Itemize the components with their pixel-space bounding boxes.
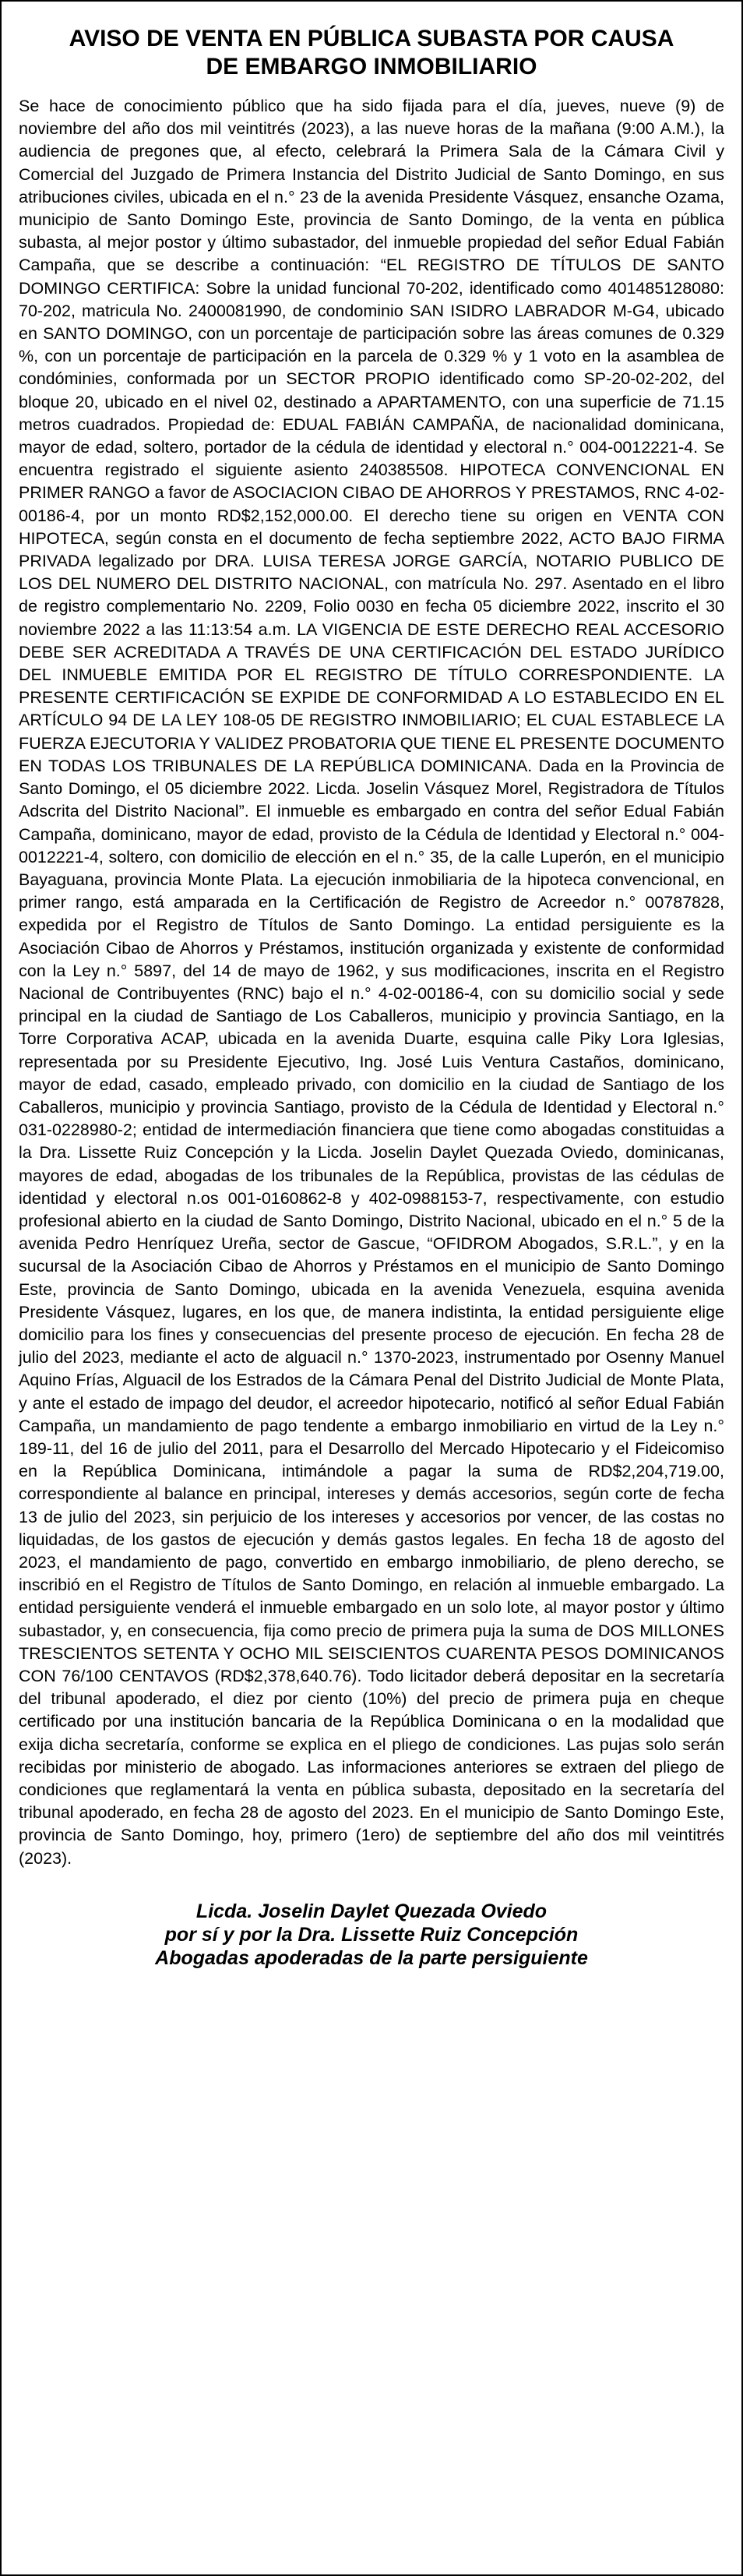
notice-body: Se hace de conocimiento público que ha sido fijada para el día, jueves, nueve (9) de noviembre del año dos mil veintitrés (2023), a las nueve horas de la mañana (9:00 A.M.), la audiencia de pregones que, al efecto, celebrará la Primera Sala de la Cámara Civil y Comercial del Juzgado de Primera Instancia del Distrito Judicial de Santo Domingo, en sus atribuciones civiles, ubicada en el n.° 23 de la avenida Presidente Vásquez, ensanche Ozama, municipio de Santo Domingo Este, provincia de Santo Domingo, de la venta en pública subasta, al mejor postor y último subastador, del inmueble propiedad del señor Edual Fabián Campaña, que se describe a continuación: “EL REGISTRO DE TÍTULOS DE SANTO DOMINGO CERTIFICA: Sobre la unidad funcional 70-202, identificado como 401485128080: 70-202, matricula No. 2400081990, de condominio SAN ISIDRO LABRADOR M-G4, ubicado en SANTO DOMINGO, con un porcentaje de participación sobre las áreas comunes de 0.329 %, con un porcentaje de participación en la parcela de 0.329 % y 1 voto en la asamblea de condóminies, conformada por un SECTOR PROPIO identificado como SP-20-02-202, del bloque 20, ubicado en el nivel 02, destinado a APARTAMENTO, con una superficie de 71.15 metros cuadrados. Propiedad de: EDUAL FABIÁN CAMPAÑA, de nacionalidad dominicana, mayor de edad, soltero, portador de la cédula de identidad y electoral n.° 004-0012221-4. Se encuentra registrado el siguiente asiento 240385508. HIPOTECA CONVENCIONAL EN PRIMER RANGO a favor de ASOCIACION CIBAO DE AHORROS Y PRESTAMOS, RNC 4-02-00186-4, por un monto RD$2,152,000.00. El derecho tiene su origen en VENTA CON HIPOTECA, según consta en el documento de fecha septiembre 2022, ACTO BAJO FIRMA PRIVADA legalizado por DRA. LUISA TERESA JORGE GARCÍA, NOTARIO PUBLICO DE LOS DEL NUMERO DEL DISTRITO NACIONAL, con matrícula No. 297. Asentado en el libro de registro complementario No. 2209, Folio 0030 en fecha 05 diciembre 2022, inscrito el 30 noviembre 2022 a las 11:13:54 a.m. LA VIGENCIA DE ESTE DERECHO REAL ACCESORIO DEBE SER ACREDITADA A TRAVÉS DE UNA CERTIFICACIÓN DEL ESTADO JURÍDICO DEL INMUEBLE EMITIDA POR EL REGISTRO DE TÍTULO CORRESPONDIENTE. LA PRESENTE CERTIFICACIÓN SE EXPIDE DE CONFORMIDAD A LO ESTABLECIDO EN EL ARTÍCULO 94 DE LA LEY 108-05 DE REGISTRO INMOBILIARIO; EL CUAL ESTABLECE LA FUERZA EJECUTORIA Y VALIDEZ PROBATORIA QUE TIENE EL PRESENTE DOCUMENTO EN TODAS LOS TRIBUNALES DE LA REPÚBLICA DOMINICANA. Dada en la Provincia de Santo Domingo, el 05 diciembre 2022. Licda. Joselin Vásquez Morel, Registradora de Títulos Adscrita del Distrito Nacional”. El inmueble es embargado en contra del señor Edual Fabián Campaña, dominicano, mayor de edad, provisto de la Cédula de Identidad y Electoral n.° 004-0012221-4, soltero, con domicilio de elección en el n.° 35, de la calle Luperón, en el municipio Bayaguana, provincia Monte Plata. La ejecución inmobiliaria de la hipoteca convencional, en primer rango, está amparada en la Certificación de Registro de Acreedor n.° 00787828, expedida por el Registro de Títulos de Santo Domingo. La entidad persiguiente es la Asociación Cibao de Ahorros y Préstamos, institución organizada y existente de conformidad con la Ley n.° 5897, del 14 de mayo de 1962, y sus modificaciones, inscrita en el Registro Nacional de Contribuyentes (RNC) bajo el n.° 4-02-00186-4, con su domicilio social y sede principal en la ciudad de Santiago de Los Caballeros, municipio y provincia Santiago, en la Torre Corporativa ACAP, ubicada en la avenida Duarte, esquina calle Piky Lora Iglesias, representada por su Presidente Ejecutivo, Ing. José Luis Ventura Castaños, dominicano, mayor de edad, casado, empleado privado, con domicilio en la ciudad de Santiago de los Caballeros, municipio y provincia Santiago, provisto de la Cédula de Identidad y Electoral n.° 031-0228980-2; entidad de intermediación financiera que tiene como abogadas constituidas a la Dra. Lissette Ruiz Concepción y la Licda. Joselin Daylet Quezada Oviedo, dominicanas, mayores de edad, abogadas de los tribunales de la República, provistas de las cédulas de identidad y electoral n.os 001-0160862-8 y 402-0988153-7, respectivamente, con estudio profesional abierto en la ciudad de Santo Domingo, Distrito Nacional, ubicado en el n.° 5 de la avenida Pedro Henríquez Ureña, sector de Gascue, “OFIDROM Abogados, S.R.L.”, y en la sucursal de la Asociación Cibao de Ahorros y Préstamos en el municipio de Santo Domingo Este, provincia de Santo Domingo, ubicada en la avenida Venezuela, esquina avenida Presidente Vásquez, lugares, en los que, de manera indistinta, la entidad persiguiente elige domicilio para los fines y consecuencias del presente proceso de ejecución. En fecha 28 de julio del 2023, mediante el acto de alguacil n.° 1370-2023, instrumentado por Osenny Manuel Aquino Frías, Alguacil de los Estrados de la Cámara Penal del Distrito Judicial de Monte Plata, y ante el estado de impago del deudor, el acreedor hipotecario, notificó al señor Edual Fabián Campaña, un mandamiento de pago tendente a embargo inmobiliario en virtud de la Ley n.° 189-11, del 16 de julio del 2011, para el Desarrollo del Mercado Hipotecario y el Fideicomiso en la República Dominicana, intimándole a pagar la suma de RD$2,204,719.00, correspondiente al balance en principal, intereses y demás accesorios, según corte de fecha 13 de julio del 2023, sin perjuicio de los intereses y accesorios por vencer, de las costas no liquidadas, de los gastos de ejecución y demás gastos legales. En fecha 18 de agosto del 2023, el mandamiento de pago, convertido en embargo inmobiliario, de pleno derecho, se inscribió en el Registro de Títulos de Santo Domingo, en relación al inmueble embargado. La entidad persiguiente venderá el inmueble embargado en un solo lote, al mayor postor y último subastador, y, en consecuencia, fija como precio de primera puja la suma de DOS MILLONES TRESCIENTOS SETENTA Y OCHO MIL SEISCIENTOS CUARENTA PESOS DOMINICANOS CON 76/100 CENTAVOS (RD$2,378,640.76). Todo licitador deberá depositar en la secretaría del tribunal apoderado, el diez por ciento (10%) del precio de primera puja en cheque certificado por una institución bancaria de la República Dominicana o en la modalidad que exija dicha secretaría, conforme se explica en el pliego de condiciones. Las pujas solo serán recibidas por ministerio de abogado. Las informaciones anteriores se extraen del pliego de condiciones que reglamentará la venta en pública subasta, depositado en la secretaría del tribunal apoderado, en fecha 28 de agosto del 2023. En el municipio de Santo Domingo Este, provincia de Santo Domingo, hoy, primero (1ero) de septiembre del año dos mil veintitrés (2023). [19, 97, 724, 1868]
title-line-2: DE EMBARGO INMOBILIARIO [206, 54, 537, 79]
notice-title [19, 25, 724, 81]
signature-block [19, 1900, 724, 1970]
title-line-1: AVISO DE VENTA EN PÚBLICA SUBASTA POR CAUSA [69, 26, 674, 51]
signature-line-3: Abogadas apoderadas de la parte persiguiente [155, 1946, 588, 1969]
signature-line-1: Licda. Joselin Daylet Quezada Oviedo [195, 1900, 548, 1922]
signature-line-2: por sí y por la Dra. Lissette Ruiz Concepción [164, 1923, 579, 1946]
